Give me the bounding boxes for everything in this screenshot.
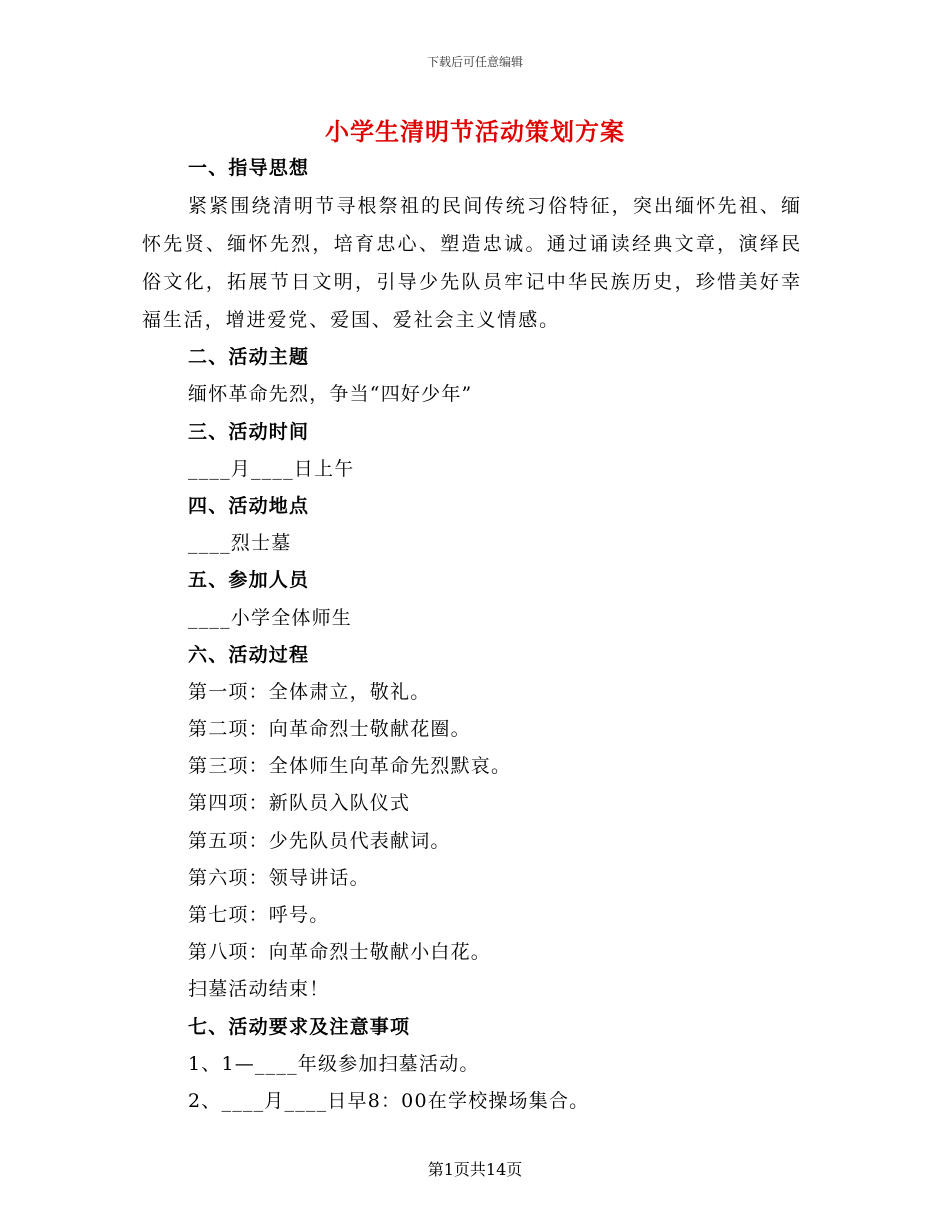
header-note: 下载后可任意编辑 (426, 55, 523, 69)
participants-text: ____小学全体师生 (188, 606, 353, 629)
section-heading-theme: 二、活动主题 (188, 346, 310, 369)
process-step: 第一项：全体肃立，敬礼。 (188, 680, 431, 703)
section-heading-time: 三、活动时间 (188, 420, 310, 443)
section-heading-location: 四、活动地点 (188, 494, 310, 517)
process-step: 第七项：呼号。 (188, 904, 330, 926)
process-step: 第四项：新队员入队仪式 (188, 792, 411, 815)
document-body (142, 150, 802, 1120)
process-end: 扫墓活动结束！ (188, 978, 330, 1001)
section-heading-process: 六、活动过程 (188, 643, 310, 666)
time-text: ____月____日上午 (188, 457, 355, 480)
process-step: 第八项：向革命烈士敬献小白花。 (188, 941, 492, 964)
process-step: 第五项：少先队员代表献词。 (188, 829, 451, 852)
location-text: ____烈士墓 (188, 532, 292, 555)
process-step: 第二项：向革命烈士敬献花圈。 (188, 718, 471, 741)
section-heading-participants: 五、参加人员 (188, 569, 310, 592)
requirement-item: 1、1—____年级参加扫墓活动。 (188, 1052, 480, 1075)
section-heading-requirements: 七、活动要求及注意事项 (188, 1015, 411, 1038)
process-step: 第三项：全体师生向革命先烈默哀。 (188, 755, 512, 778)
page-footer: 第1页共14页 (427, 1160, 523, 1179)
guiding-thought-paragraph: 紧紧围绕清明节寻根祭祖的民间传统习俗特征，突出缅怀先祖、缅怀先贤、缅怀先烈，培育忠心、塑造忠诚。通过诵读经典文章，演绎民俗文化，拓展节日文明，引导少先队员牢记中华民族历史，珍惜美好幸福生活，增进爱党、爱国、爱社会主义情感。 (142, 195, 802, 332)
requirement-item: 2、____月____日早8：00在学校操场集合。 (188, 1089, 590, 1112)
section-heading-guiding-thought: 一、指导思想 (188, 157, 310, 179)
theme-text: 缅怀革命先烈，争当“四好少年” (188, 383, 473, 406)
process-step: 第六项：领导讲话。 (188, 866, 370, 889)
document-title: 小学生清明节活动策划方案 (325, 117, 625, 146)
